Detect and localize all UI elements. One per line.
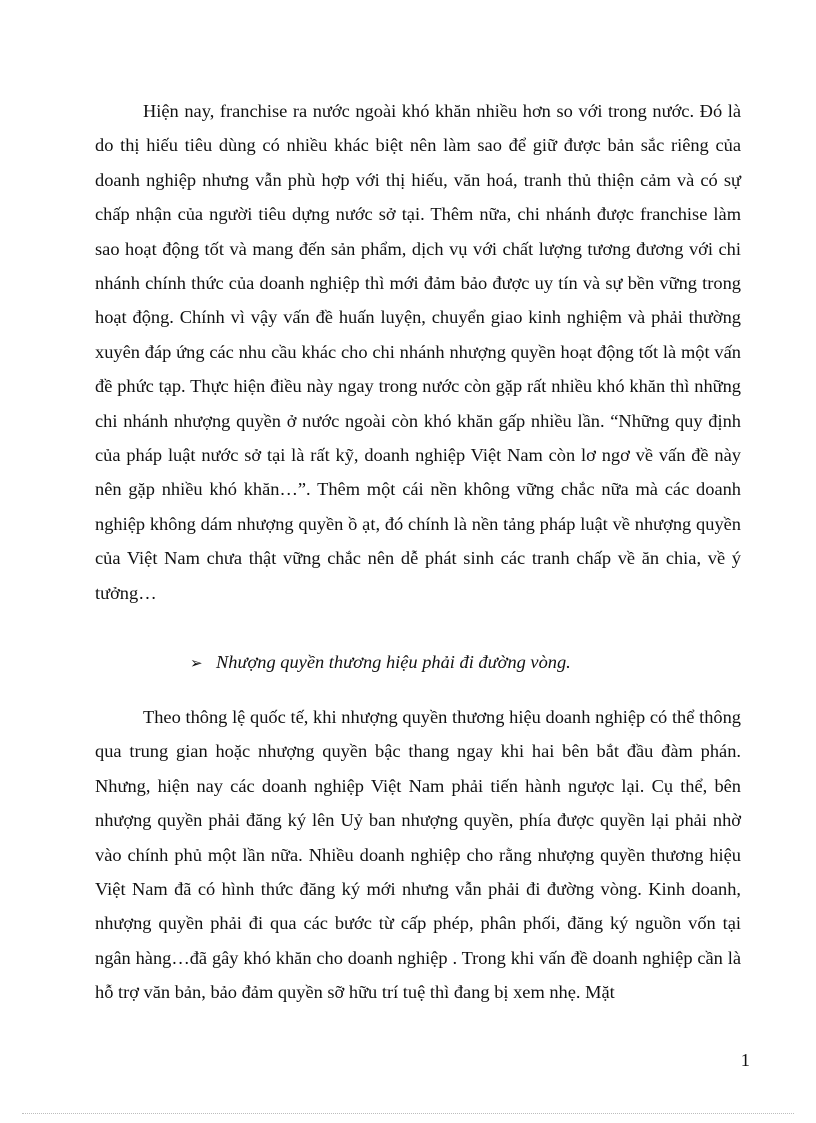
page-divider: [22, 1113, 794, 1114]
section-heading-text: Nhượng quyền thương hiệu phải đi đường vòng.: [216, 652, 571, 672]
paragraph-international-practice: Theo thông lệ quốc tế, khi nhượng quyền thương hiệu doanh nghiệp có thể thông qua trung gian hoặc nhượng quyền bậc thang ngay khi hai bên bắt đầu đàm phán. Nhưng, hiện nay các doanh nghiệp Việt Nam phải tiến hành ngược lại. Cụ thể, bên nhượng quyền phải đăng ký lên Uỷ ban nhượng quyền, phía được quyền lại phải nhờ vào chính phủ một lần nữa. Nhiều doanh nghiệp cho rằng nhượng quyền thương hiệu Việt Nam đã có hình thức đăng ký mới nhưng vẫn phải đi đường vòng. Kinh doanh, nhượng quyền phải đi qua các bước từ cấp phép, phân phối, đăng ký nguồn vốn tại ngân hàng…đã gây khó khăn cho doanh nghiệp . Trong khi vấn đề doanh nghiệp cần là hỗ trợ văn bản, bảo đảm quyền sỡ hữu trí tuệ thì đang bị xem nhẹ. Mặt: [95, 707, 741, 1003]
page-number: 1: [740, 1050, 750, 1070]
arrow-bullet-icon: ➢: [190, 654, 203, 672]
section-heading: [190, 645, 571, 680]
paragraph-franchise-abroad: Hiện nay, franchise ra nước ngoài khó khăn nhiều hơn so với trong nước. Đó là do thị hiếu tiêu dùng có nhiều khác biệt nên làm sao để giữ được bản sắc riêng của doanh nghiệp nhưng vẫn phù hợp với thị hiếu, văn hoá, tranh thủ thiện cảm và có sự chấp nhận của người tiêu dựng nước sở tại. Thêm nữa, chi nhánh được franchise làm sao hoạt động tốt và mang đến sản phẩm, dịch vụ với chất lượng tương đương với chi nhánh chính thức của doanh nghiệp thì mới đảm bảo được uy tín và sự bền vững trong hoạt động. Chính vì vậy vấn đề huấn luyện, chuyển giao kinh nghiệm và phải thường xuyên đáp ứng các nhu cầu khác cho chi nhánh nhượng quyền hoạt động tốt là một vấn đề phức tạp. Thực hiện điều này ngay trong nước còn gặp rất nhiều khó khăn thì những chi nhánh nhượng quyền ở nước ngoài còn khó khăn gấp nhiều lần. “Những quy định của pháp luật nước sở tại là rất kỹ, doanh nghiệp Việt Nam còn lơ ngơ về vấn đề này nên gặp nhiều khó khăn…”. Thêm một cái nền không vững chắc nữa mà các doanh nghiệp không dám nhượng quyền ồ ạt, đó chính là nền tảng pháp luật về nhượng quyền của Việt Nam chưa thật vững chắc nên dễ phát sinh các tranh chấp về ăn chia, về ý tưởng…: [95, 101, 741, 603]
